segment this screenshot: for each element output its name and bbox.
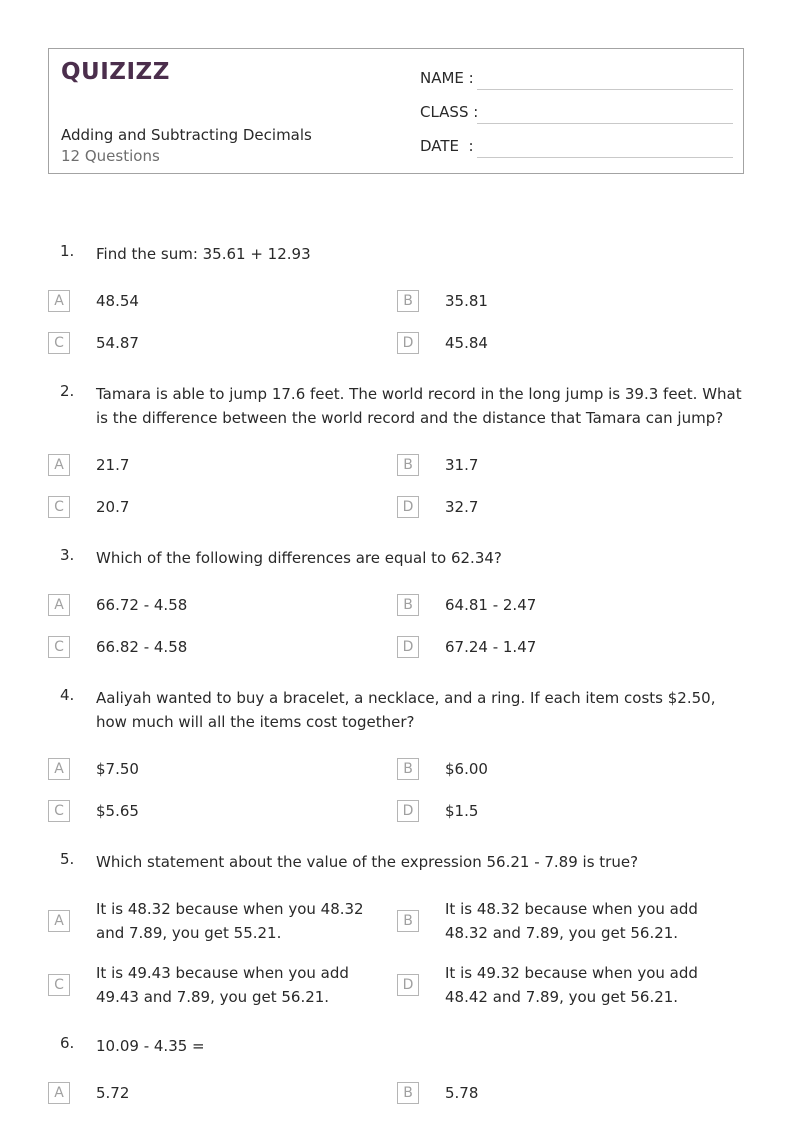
option-letter-box: D — [397, 974, 419, 996]
option-letter-box: C — [48, 974, 70, 996]
option-text: 45.84 — [445, 334, 488, 352]
class-field[interactable] — [420, 103, 734, 125]
class-label: CLASS : — [420, 103, 479, 121]
question-text: Which of the following differences are equal to 62.34? — [96, 549, 502, 567]
option-letter-box: C — [48, 332, 70, 354]
option-letter-box: A — [48, 910, 70, 932]
option-text: It is 49.43 because when you add 49.43 and 7.89, you get 56.21. — [96, 964, 349, 1006]
option-letter-box: A — [48, 1082, 70, 1104]
option-text: 66.72 - 4.58 — [96, 596, 188, 614]
option-text: 20.7 — [96, 498, 130, 516]
option-text: 31.7 — [445, 456, 479, 474]
name-field[interactable] — [420, 69, 734, 91]
option-text: 21.7 — [96, 456, 130, 474]
option-letter-box: B — [397, 594, 419, 616]
option-letter-box: C — [48, 800, 70, 822]
question-text: Find the sum: 35.61 + 12.93 — [96, 245, 311, 263]
question-number: 2. — [60, 382, 75, 400]
question-number: 4. — [60, 686, 75, 704]
option-text: It is 49.32 because when you add 48.42 and 7.89, you get 56.21. — [445, 964, 698, 1006]
option-letter-box: C — [48, 496, 70, 518]
option-text: 32.7 — [445, 498, 479, 516]
option-letter-box: D — [397, 496, 419, 518]
option-letter-box: D — [397, 800, 419, 822]
option-text: $6.00 — [445, 760, 488, 778]
option-text: 67.24 - 1.47 — [445, 638, 537, 656]
option-text: $5.65 — [96, 802, 139, 820]
option-letter-box: A — [48, 758, 70, 780]
question-count: 12 Questions — [61, 147, 160, 165]
option-text: It is 48.32 because when you 48.32 and 7.89, you get 55.21. — [96, 900, 364, 942]
option-letter-box: B — [397, 454, 419, 476]
option-letter-box: B — [397, 758, 419, 780]
question-number: 3. — [60, 546, 75, 564]
question-number: 5. — [60, 850, 75, 868]
worksheet-title: Adding and Subtracting Decimals — [61, 126, 312, 144]
name-line[interactable] — [477, 89, 733, 90]
date-label: DATE : — [420, 137, 474, 155]
worksheet-header — [48, 48, 744, 174]
option-text: 66.82 - 4.58 — [96, 638, 188, 656]
option-letter-box: B — [397, 910, 419, 932]
option-letter-box: A — [48, 290, 70, 312]
option-text: 5.72 — [96, 1084, 130, 1102]
option-letter-box: B — [397, 1082, 419, 1104]
option-letter-box: D — [397, 636, 419, 658]
date-field[interactable] — [420, 137, 734, 159]
question-text: Tamara is able to jump 17.6 feet. The world record in the long jump is 39.3 feet. What is the difference between the world record and the distance that Tamara can jump? — [96, 385, 742, 427]
option-text: 54.87 — [96, 334, 139, 352]
option-letter-box: C — [48, 636, 70, 658]
class-line[interactable] — [477, 123, 733, 124]
quizizz-logo: QUIZIZZ — [61, 59, 170, 85]
option-letter-box: A — [48, 594, 70, 616]
question-number: 1. — [60, 242, 75, 260]
option-text: It is 48.32 because when you add 48.32 and 7.89, you get 56.21. — [445, 900, 698, 942]
question-text: Aaliyah wanted to buy a bracelet, a necklace, and a ring. If each item costs $2.50, how much will all the items cost together? — [96, 689, 716, 731]
question-text: Which statement about the value of the expression 56.21 - 7.89 is true? — [96, 853, 639, 871]
date-line[interactable] — [477, 157, 733, 158]
option-text: 35.81 — [445, 292, 488, 310]
option-text: 64.81 - 2.47 — [445, 596, 537, 614]
option-letter-box: D — [397, 332, 419, 354]
option-letter-box: A — [48, 454, 70, 476]
question-number: 6. — [60, 1034, 75, 1052]
question-text: 10.09 - 4.35 = — [96, 1037, 205, 1055]
option-text: 5.78 — [445, 1084, 479, 1102]
name-label: NAME : — [420, 69, 474, 87]
option-letter-box: B — [397, 290, 419, 312]
option-text: $1.5 — [445, 802, 479, 820]
option-text: $7.50 — [96, 760, 139, 778]
option-text: 48.54 — [96, 292, 139, 310]
